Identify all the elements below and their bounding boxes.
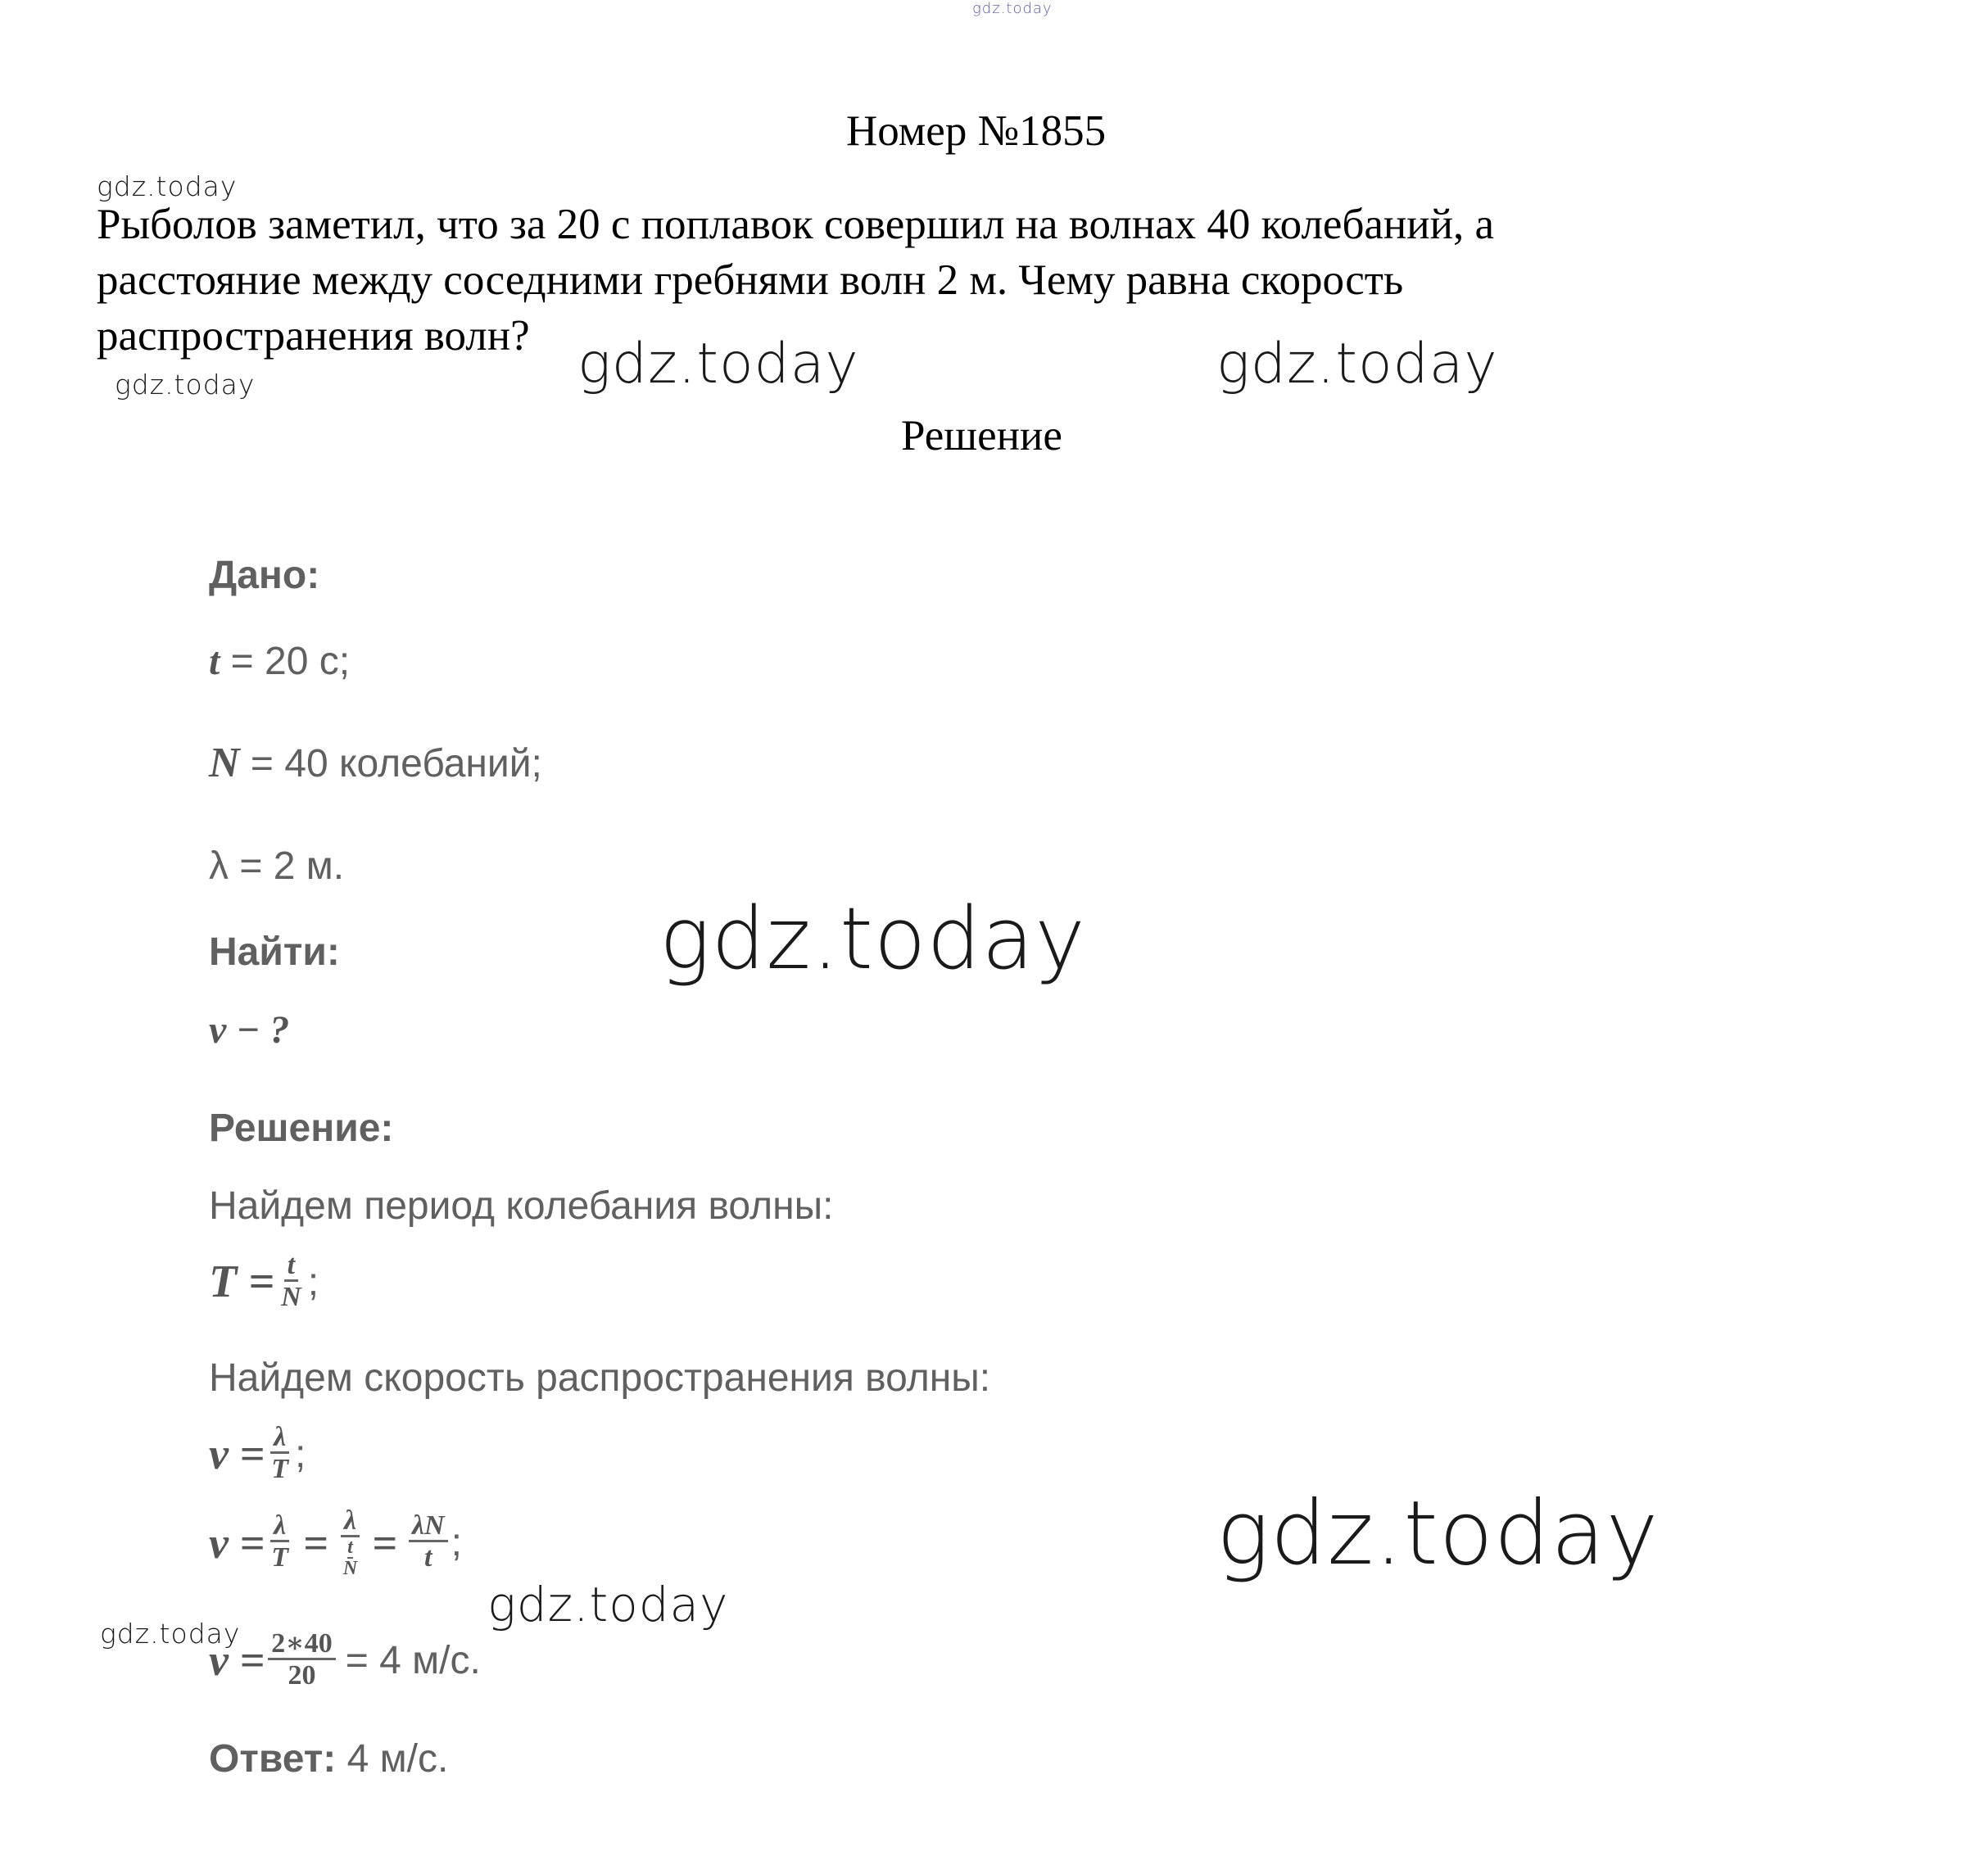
eq2-tail: ; [295,1432,306,1476]
problem-text [97,197,1494,364]
eq1-num: t [284,1252,298,1282]
watermark-large-1: gdz.today [659,889,1086,989]
watermark-medium-1: gdz.today [577,332,859,396]
speed-text: Найдем скорость распространения волны: [209,1356,991,1400]
watermark-large-2: gdz.today [1216,1482,1660,1585]
eq3-f1-den: T [271,1542,289,1573]
find-v [209,1007,289,1052]
given-t-value: = 20 с; [220,640,351,683]
find-label: Найти: [209,930,340,974]
watermark-small-2: gdz.today [115,369,256,401]
given-n [209,739,542,787]
watermark-small-1: gdz.today [97,170,238,202]
eq4-result: = 4 м/с. [345,1638,481,1682]
eq3-fraction-2 [340,1507,360,1578]
equation-result [209,1630,481,1691]
eq3-f2-num: λ [341,1507,360,1537]
equation-derivation [209,1507,462,1578]
watermark-small-3: gdz.today [100,1618,241,1650]
var-t: t [209,640,220,683]
eq3-f3-num: λN [409,1512,448,1542]
eq3-f2-den-den: N [342,1558,358,1579]
eq3-lhs: v = [209,1518,265,1568]
eq3-f1-num: λ [270,1512,289,1542]
eq3-f2-den [340,1537,360,1578]
var-v: v [209,1008,227,1052]
eq4-lhs: v = [209,1636,265,1686]
watermark-medium-2: gdz.today [1216,332,1498,396]
eq2-fraction [268,1424,292,1484]
period-text: Найдем период колебания волны: [209,1184,834,1228]
eq1-tail: ; [307,1260,319,1304]
eq4-num: 2∗40 [268,1630,336,1660]
eq3-f3-den: t [424,1542,432,1573]
answer [209,1736,448,1781]
eq2-lhs: v = [209,1429,265,1479]
problem-line-2: расстояние между соседними гребнями волн 2 м. Чему равна скорость [97,256,1404,304]
find-v-rest: − ? [226,1008,290,1052]
eq3-equals-b: = [372,1518,397,1568]
eq2-den: T [271,1454,289,1484]
eq3-fraction-3 [409,1512,448,1573]
eq3-fraction-1 [268,1512,292,1573]
watermark-top: gdz.today [972,0,1053,17]
watermark-medium-3: gdz.today [487,1577,729,1632]
eq3-tail: ; [451,1521,462,1564]
eq1-lhs: T = [209,1256,275,1308]
eq1-fraction [278,1252,305,1312]
eq3-equals-a: = [303,1518,328,1568]
answer-label: Ответ: [209,1737,337,1781]
given-n-value: = 40 колебаний; [239,742,542,785]
answer-value: 4 м/с. [336,1737,449,1781]
eq2-num: λ [270,1424,289,1454]
equation-period [209,1252,319,1312]
solution-heading: Решение [901,412,1062,459]
eq4-fraction [268,1630,336,1691]
var-n: N [209,740,240,786]
eq3-f2-den-num: t [347,1537,353,1558]
problem-line-1: Рыболов заметил, что за 20 с поплавок совершил на волнах 40 колебаний, а [97,201,1495,248]
given-lambda: λ = 2 м. [209,844,345,888]
eq1-den: N [281,1282,301,1312]
solution-label: Решение: [209,1107,394,1150]
page-title: Номер №1855 [846,107,1107,155]
eq4-den: 20 [288,1660,316,1691]
equation-speed [209,1424,306,1484]
problem-line-3: распространения волн? [97,312,530,360]
given-label: Дано: [209,554,320,597]
given-t [209,639,350,684]
